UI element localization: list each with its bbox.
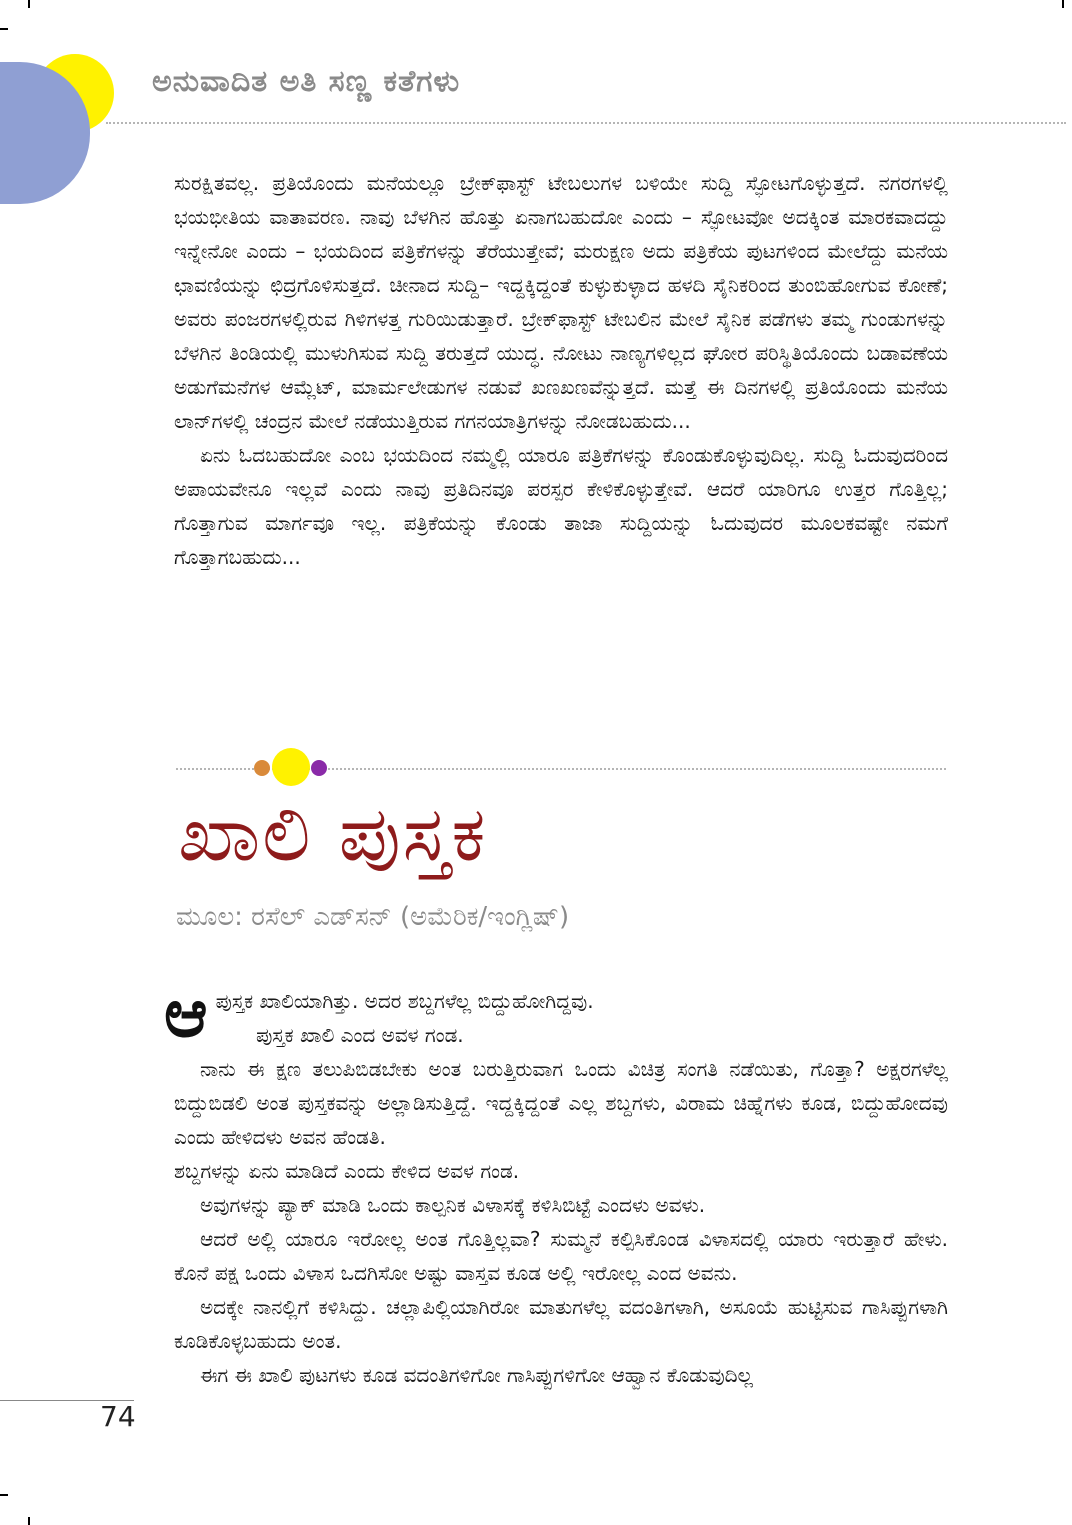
- crop-mark: [28, 1517, 30, 1525]
- story-source: ಮೂಲ: ರಸೆಲ್ ಎಡ್‌ಸನ್ (ಅಮೆರಿಕ/ಇಂಗ್ಲಿಷ್): [176, 902, 570, 932]
- paragraph: ಏನು ಓದಬಹುದೋ ಎಂಬ ಭಯದಿಂದ ನಮ್ಮಲ್ಲಿ ಯಾರೂ ಪತ್ರಿಕೆಗಳನ್ನು ಕೊಂಡುಕೊಳ್ಳುವುದಿಲ್ಲ. ಸುದ್ದಿ ಓದುವುದರಿಂದ ಅಪಾಯವೇನೂ ಇಲ್ಲವೆ ಎಂದು ನಾವು ಪ್ರತಿದಿನವೂ ಪರಸ್ಪರ ಕೇಳಿಕೊಳ್ಳುತ್ತೇವೆ. ಆದರೆ ಯಾರಿಗೂ ಉತ್ತರ ಗೊತ್ತಿಲ್ಲ; ಗೊತ್ತಾಗುವ ಮಾರ್ಗವೂ ಇಲ್ಲ. ಪತ್ರಿಕೆಯನ್ನು ಕೊಂಡು ತಾಜಾ ಸುದ್ದಿಯನ್ನು ಓದುವುದರ ಮೂಲಕವಷ್ಟೇ ನಮಗೆ ಗೊತ್ತಾಗಬಹುದು...: [174, 443, 948, 569]
- paragraph: ನಾನು ಈ ಕ್ಷಣ ತಲುಪಿಬಿಡಬೇಕು ಅಂತ ಬರುತ್ತಿರುವಾಗ ಒಂದು ವಿಚಿತ್ರ ಸಂಗತಿ ನಡೆಯಿತು, ಗೊತ್ತಾ? ಅಕ್ಷರಗಳೆಲ್ಲ ಬಿದ್ದುಬಿಡಲಿ ಅಂತ ಪುಸ್ತಕವನ್ನು ಅಲ್ಲಾಡಿಸುತ್ತಿದ್ದೆ. ಇದ್ದಕ್ಕಿದ್ದಂತೆ ಎಲ್ಲ ಶಬ್ದಗಳು, ವಿರಾಮ ಚಿಹ್ನೆಗಳು ಕೂಡ, ಬಿದ್ದುಹೋದವು ಎಂದು ಹೇಳಿದಳು ಅವನ ಹೆಂಡತಿ.: [174, 1057, 948, 1149]
- dropcap: ಆ: [164, 975, 208, 1052]
- running-title: ಅನುವಾದಿತ ಅತಿ ಸಣ್ಣ ಕತೆಗಳು: [152, 64, 461, 99]
- paragraph: ಈಗ ಈ ಖಾಲಿ ಪುಟಗಳು ಕೂಡ ವದಂತಿಗಳಿಗೋ ಗಾಸಿಪ್ಪುಗಳಿಗೋ ಆಹ್ವಾನ ಕೊಡುವುದಿಲ್ಲ: [200, 1363, 753, 1387]
- separator-yellow-dot: [272, 748, 310, 786]
- crop-mark: [28, 0, 30, 8]
- story-title: ಖಾಲಿ ಪುಸ್ತಕ: [178, 789, 488, 878]
- paragraph: ಸುರಕ್ಷಿತವಲ್ಲ. ಪ್ರತಿಯೊಂದು ಮನೆಯಲ್ಲೂ ಬ್ರೇಕ್‌ಫಾಸ್ಟ್ ಟೇಬಲುಗಳ ಬಳಿಯೇ ಸುದ್ದಿ ಸ್ಫೋಟಗೊಳ್ಳುತ್ತದೆ. ನಗರಗಳಲ್ಲಿ ಭಯಭೀತಿಯ ವಾತಾವರಣ. ನಾವು ಬೆಳಗಿನ ಹೊತ್ತು ಏನಾಗಬಹುದೋ ಎಂದು – ಸ್ಫೋಟವೋ ಅದಕ್ಕಿಂತ ಮಾರಕವಾದದ್ದು ಇನ್ನೇನೋ ಎಂದು – ಭಯದಿಂದ ಪತ್ರಿಕೆಗಳನ್ನು ತೆರೆಯುತ್ತೇವೆ; ಮರುಕ್ಷಣ ಅದು ಪತ್ರಿಕೆಯ ಪುಟಗಳಿಂದ ಮೇಲೆದ್ದು ಮನೆಯ ಛಾವಣಿಯನ್ನು ಛಿದ್ರಗೊಳಿಸುತ್ತದೆ. ಚೀನಾದ ಸುದ್ದಿ– ಇದ್ದಕ್ಕಿದ್ದಂತೆ ಕುಳ್ಳುಕುಳ್ಳಾದ ಹಳದಿ ಸೈನಿಕರಿಂದ ತುಂಬಿಹೋಗುವ ಕೋಣೆ; ಅವರು ಪಂಜರಗಳಲ್ಲಿರುವ ಗಿಳಿಗಳತ್ತ ಗುರಿಯಿಡುತ್ತಾರೆ. ಬ್ರೇಕ್‌ಫಾಸ್ಟ್ ಟೇಬಲಿನ ಮೇಲೆ ಸೈನಿಕ ಪಡೆಗಳು ತಮ್ಮ ಗುಂಡುಗಳನ್ನು ಬೆಳಗಿನ ತಿಂಡಿಯಲ್ಲಿ ಮುಳುಗಿಸುವ ಸುದ್ದಿ ತರುತ್ತದೆ ಯುದ್ಧ. ನೋಟು ನಾಣ್ಯಗಳಿಲ್ಲದ ಘೋರ ಪರಿಸ್ಥಿತಿಯೊಂದು ಬಡಾವಣೆಯ ಅಡುಗೆಮನೆಗಳ ಆಮ್ಲೆಟ್, ಮಾರ್ಮಲೇಡುಗಳ ನಡುವೆ ಖಣಖಣವೆನ್ನುತ್ತದೆ. ಮತ್ತೆ ಈ ದಿನಗಳಲ್ಲಿ ಪ್ರತಿಯೊಂದು ಮನೆಯ ಲಾನ್‌ಗಳಲ್ಲಿ ಚಂದ್ರನ ಮೇಲೆ ನಡೆಯುತ್ತಿರುವ ಗಗನಯಾತ್ರಿಗಳನ್ನು ನೋಡಬಹುದು...: [174, 171, 948, 433]
- crop-mark: [1062, 0, 1064, 8]
- first-line: ಪುಸ್ತಕ ಖಾಲಿಯಾಗಿತ್ತು. ಅದರ ಶಬ್ದಗಳೆಲ್ಲ ಬಿದ್ದುಹೋಗಿದ್ದವು.: [215, 989, 594, 1013]
- crop-mark: [0, 1494, 8, 1496]
- separator-orange-dot: [254, 760, 270, 776]
- crop-mark: [0, 28, 8, 30]
- second-line: [174, 1018, 948, 1052]
- story-body: [164, 975, 948, 1392]
- paragraph: ಶಬ್ದಗಳನ್ನು ಏನು ಮಾಡಿದೆ ಎಂದು ಕೇಳಿದ ಅವಳ ಗಂಡ.: [174, 1159, 520, 1183]
- separator-purple-dot: [311, 760, 327, 776]
- paragraph: ಅವುಗಳನ್ನು ಪ್ಯಾಕ್ ಮಾಡಿ ಒಂದು ಕಾಲ್ಪನಿಕ ವಿಳಾಸಕ್ಕೆ ಕಳಿಸಿಬಿಟ್ಟೆ ಎಂದಳು ಅವಳು.: [200, 1193, 706, 1217]
- header-dotted-rule: [106, 122, 1066, 124]
- continued-story: [174, 166, 948, 574]
- paragraph: ಅದಕ್ಕೇ ನಾನಲ್ಲಿಗೆ ಕಳಿಸಿದ್ದು. ಚಲ್ಲಾಪಿಲ್ಲಿಯಾಗಿರೋ ಮಾತುಗಳೆಲ್ಲ ವದಂತಿಗಳಾಗಿ, ಅಸೂಯೆ ಹುಟ್ಟಿಸುವ ಗಾಸಿಪ್ಪುಗಳಾಗಿ ಕೂಡಿಕೊಳ್ಳಬಹುದು ಅಂತ.: [174, 1295, 948, 1353]
- page-number: 74: [100, 1400, 136, 1433]
- second-line-text: ಪುಸ್ತಕ ಖಾಲಿ ಎಂದ ಅವಳ ಗಂಡ.: [256, 1023, 464, 1047]
- paragraph: ಆದರೆ ಅಲ್ಲಿ ಯಾರೂ ಇರೋಲ್ಲ ಅಂತ ಗೊತ್ತಿಲ್ಲವಾ? ಸುಮ್ಮನೆ ಕಲ್ಪಿಸಿಕೊಂಡ ವಿಳಾಸದಲ್ಲಿ ಯಾರು ಇರುತ್ತಾರೆ ಹೇಳು. ಕೊನೆ ಪಕ್ಷ ಒಂದು ವಿಳಾಸ ಒದಗಿಸೋ ಅಷ್ಟು ವಾಸ್ತವ ಕೂಡ ಅಲ್ಲಿ ಇರೋಲ್ಲ ಎಂದ ಅವನು.: [174, 1227, 948, 1285]
